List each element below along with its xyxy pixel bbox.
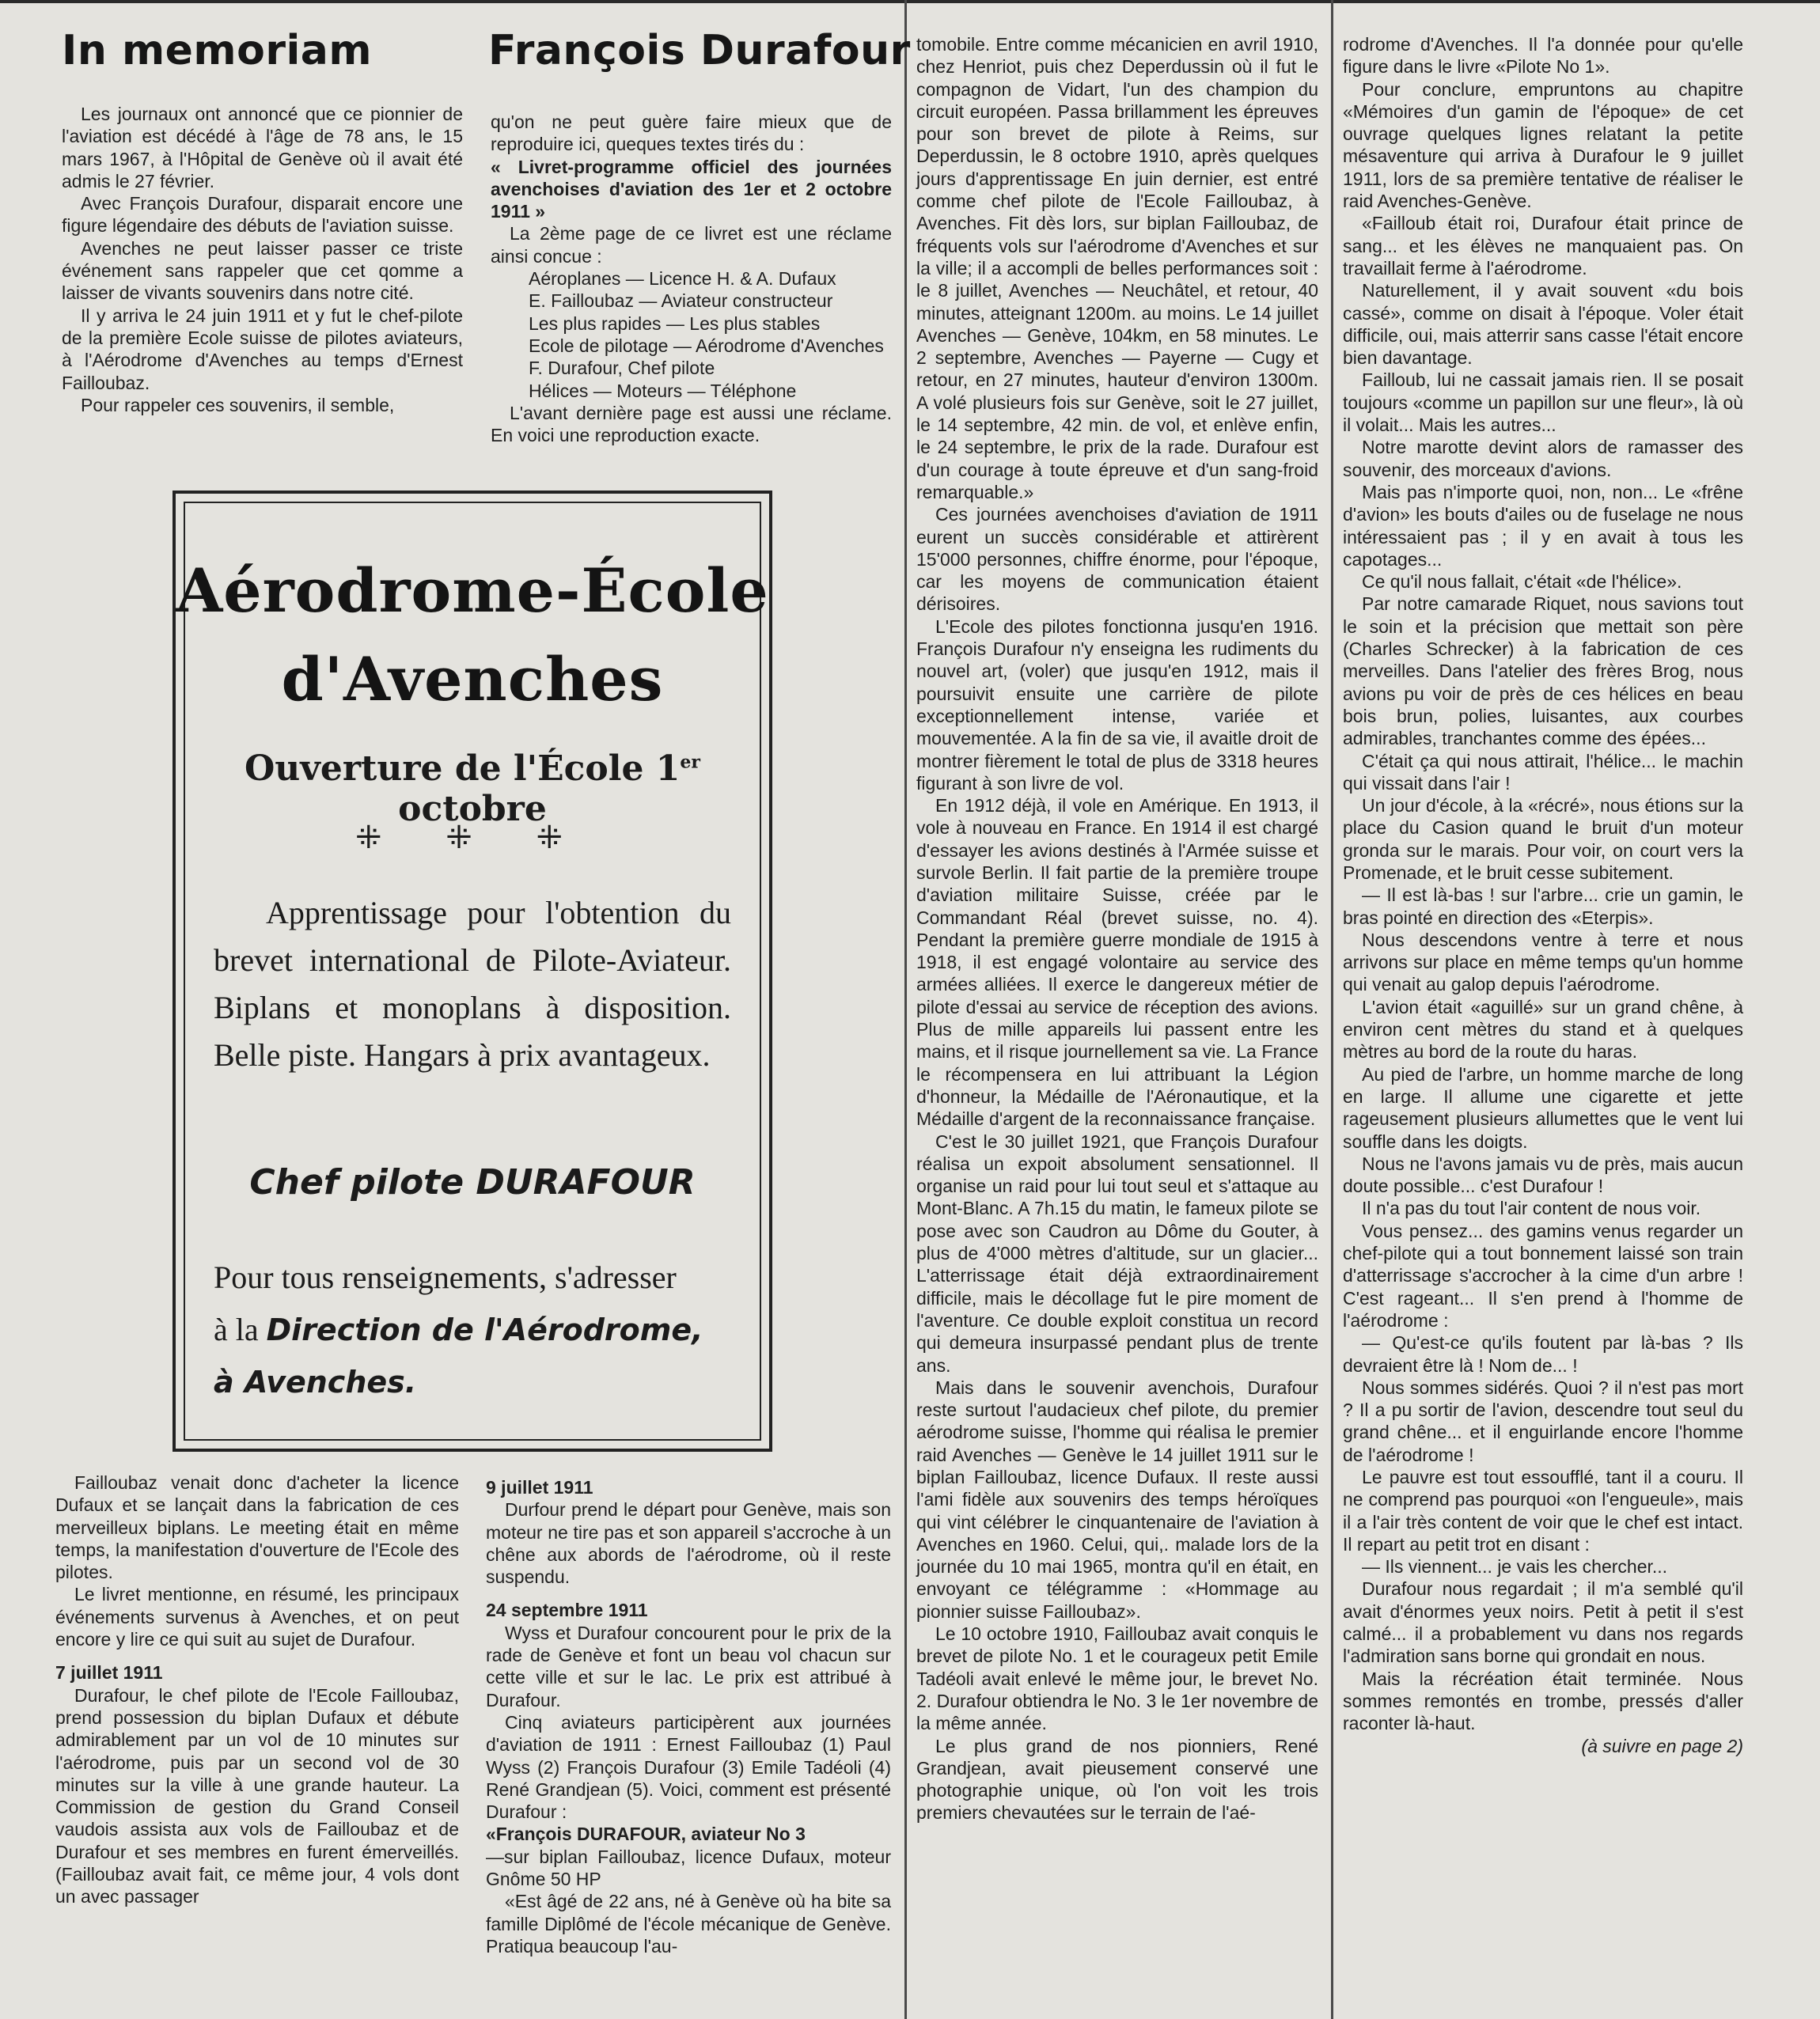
paragraph: Notre marotte devint alors de ramasser des souvenir, des morceaux d'avions. — [1343, 437, 1743, 480]
paragraph: Pour conclure, empruntons au chapitre «Mémoires d'un gamin de l'époque» de cet ouvrage quelques lignes relatant la petite mésaventure qui arriva à Durafour le 9 juillet 1911, lors de sa première tentative de réaliser le raid Avenches-Genève. — [1343, 78, 1743, 212]
paragraph: Nous sommes sidérés. Quoi ? il n'est pas mort ? Il a pu sortir de l'avion, descendre tout seul du grand chêne... et il enguirlande encore l'homme de l'aérodrome ! — [1343, 1377, 1743, 1465]
paragraph: C'était ça qui nous attirait, l'hélice... le machin qui vissait dans l'air ! — [1343, 750, 1743, 794]
paragraph: L'avion était «aguillé» sur un grand chêne, à environ cent mètres du stand et à quelques mètres au bord de la route du haras. — [1343, 996, 1743, 1063]
paragraph: L'avant dernière page est aussi une réclame. En voici une reproduction exacte. — [491, 402, 892, 446]
column-4 — [1343, 33, 1743, 1757]
paragraph: Il n'a pas du tout l'air content de nous voir. — [1362, 1198, 1701, 1219]
list-item: Aéroplanes — Licence H. & A. Dufaux — [529, 268, 836, 290]
livret-title: « Livret-programme officiel des journées avenchoises d'aviation des 1er et 2 octobre 1911 » — [491, 156, 892, 222]
advertisement-box — [173, 491, 772, 1452]
paragraph: Au pied de l'arbre, un homme marche de long en large. Il allume une cigarette et jette rageusement plusieurs allumettes que le vent lui souffle dans les doigts. — [1343, 1063, 1743, 1152]
paragraph: Ces journées avenchoises d'aviation de 1911 eurent un succès considérable et attirèrent 15'000 personnes, chiffre énorme, pour l'époque, car les moyens de communication étaient dérisoires. — [916, 504, 1318, 615]
column-rule — [1331, 0, 1333, 2019]
column-2-bottom — [486, 1476, 891, 1957]
paragraph: Durafour nous regardait ; il m'a semblé qu'il avait d'énormes yeux noirs. Petit à petit il s'est calmé... il a probablement vu dans nos regards l'admiration sans borne qui grondait en nous. — [1343, 1578, 1743, 1667]
paragraph: Mais pas n'importe quoi, non, non... Le «frêne d'avion» les bouts d'ailes ou de fuselage ne nous intéressaient pas ; il y en avait à tous les capotages... — [1343, 481, 1743, 570]
paragraph: Durfour prend le départ pour Genève, mais son moteur ne tire pas et son appareil s'accroche à un chêne aux abords de l'aérodrome, où il reste suspendu. — [486, 1499, 891, 1588]
headline-in-memoriam: In memoriam — [62, 27, 373, 74]
list-item: E. Failloubaz — Aviateur constructeur — [529, 290, 833, 312]
paragraph: L'Ecole des pilotes fonctionna jusqu'en 1916. François Durafour n'y enseigna les rudiments du nouvel art, (voler) que jusqu'en 1912, mais il poursuivit ensuite une carrière de pilote exceptionnellement intense, variée et mouvementée. A la fin de sa vie, il avaitle droit de montrer fièrement le total de plus de 3318 heures figurant à son livre de vol. — [916, 616, 1318, 794]
paragraph: Mais la récréation était terminée. Nous sommes remontés en trombe, pressés d'aller raconter là-haut. — [1343, 1668, 1743, 1734]
date-heading: 7 juillet 1911 — [55, 1662, 163, 1684]
paragraph: Ce qu'il nous fallait, c'était «de l'hélice». — [1362, 571, 1682, 593]
paragraph: Les journaux ont annoncé que ce pionnier de l'aviation est décédé à l'âge de 78 ans, le 15 mars 1967, à l'Hôpital de Genève où il avait été admis le 27 février. — [62, 104, 463, 191]
paragraph: — Il est là-bas ! sur l'arbre... crie un gamin, le bras pointé en direction des «Eterpis». — [1343, 884, 1743, 928]
paragraph: «Est âgé de 22 ans, né à Genève où ha bite sa famille Diplômé de l'école mécanique de Genève. Pratiqua beaucoup l'au- — [486, 1891, 891, 1956]
headline-francois-durafour: François Durafour — [488, 27, 911, 74]
column-rule — [904, 0, 907, 2019]
paragraph: Pour rappeler ces souvenirs, il semble, — [81, 394, 395, 415]
column-3 — [916, 33, 1318, 1824]
paragraph: Il y arriva le 24 juin 1911 et y fut le chef-pilote de la première Ecole suisse de pilotes aviateurs, à l'Aérodrome d'Avenches au temps d'Ernest Failloubaz. — [62, 305, 463, 393]
paragraph: En 1912 déjà, il vole en Amérique. En 1913, il vole à nouveau en France. En 1914 il est chargé d'essayer les avions destinés à l'Armée suisse et survole Berlin. Il fait partie de la première troupe d'aviation militaire Suisse, créée par le Commandant Réal (brevet suisse, no. 4). Pendant la première guerre mondiale de 1915 à 1918, il est engagé volontaire au service des armées alliées. Il exerce le dangereux métier de pilote d'essai au service de réception des avions. Plus de mille appareils lui passent entre les mains, et il risque journellement sa vie. La France le récompensera en lui attribuant la Légion d'honneur, la Médaille de l'Aéronautique, et la Médaille d'argent de la reconnaissance française. — [916, 795, 1318, 1130]
column-2-top — [491, 111, 892, 446]
paragraph: Wyss et Durafour concourent pour le prix de la rade de Genève et font un beau vol chacun sur cette ville et sur le lac. Le prix est attribué à Durafour. — [486, 1622, 891, 1710]
ad-body: Apprentissage pour l'obtention du brevet international de Pilote-Aviateur. Biplans et monoplans à disposition. Belle piste. Hangars à prix avantageux. — [214, 895, 731, 1073]
paragraph: Le plus grand de nos pionniers, René Grandjean, avait pieusement conservé une photographie unique, où l'on voit les trois premiers chevautées sur le terrain de l'aé- — [916, 1735, 1318, 1824]
paragraph: Naturellement, il y avait souvent «du bois cassé», comme on disait à l'époque. Voler était difficile, oui, mais atterrir sans casse l'était encore bien davantage. — [1343, 280, 1743, 369]
paragraph: Avenches ne peut laisser passer ce triste événement sans rappeler que cet qomme a laisser de vivants souvenirs dans notre cité. — [62, 237, 463, 304]
paragraph: Un jour d'école, à la «récré», nous étions sur la place du Casion quand le bruit d'un moteur gronda sur le marais. Pour voir, on court vers la Promenade, et le bruit cesse subitement. — [1343, 795, 1743, 883]
paragraph: Le livret mentionne, en résumé, les principaux événements survenus à Avenches, et on peut encore y lire ce qui suit au sujet de Durafour. — [55, 1584, 459, 1650]
list-item: F. Durafour, Chef pilote — [529, 358, 715, 379]
ad-subtitle: Ouverture de l'École 1er octobre — [244, 748, 701, 829]
paragraph: qu'on ne peut guère faire mieux que de reproduire ici, queques textes tirés du : — [491, 112, 892, 155]
paragraph: Par notre camarade Riquet, nous savions tout le soin et la précision que mettait son père (Charles Schrecker) à la fabrication de ces merveilles. Dans l'atelier des frères Brog, nous avions pu voir de près de ces hélices en beau bois brun, polies, luisantes, aux courbes admirables, tranchantes comme des épées... — [1343, 593, 1743, 749]
date-heading: 9 juillet 1911 — [486, 1477, 593, 1498]
ornament-icon: ⁜ ⁜ ⁜ — [355, 820, 590, 856]
continuation-note: (à suivre en page 2) — [1581, 1735, 1743, 1756]
ad-title: Aérodrome-École — [176, 555, 769, 626]
paragraph: — Qu'est-ce qu'ils foutent par là-bas ? Ils devraient être là ! Nom de... ! — [1343, 1332, 1743, 1376]
paragraph: Nous ne l'avons jamais vu de près, mais aucun doute possible... c'est Durafour ! — [1343, 1153, 1743, 1197]
paragraph: La 2ème page de ce livret est une réclame ainsi concue : — [491, 223, 892, 267]
column-1-top — [62, 103, 463, 416]
list-item: Hélices — Moteurs — Téléphone — [529, 380, 797, 401]
top-rule — [0, 0, 1820, 3]
paragraph: Le 10 octobre 1910, Failloubaz avait conquis le brevet de pilote No. 1 et le courageux petit Emile Tadéoli avait enlevé le même jour, le brevet No. 2. Durafour obtiendra le No. 3 le 1er novembre de la même année. — [916, 1623, 1318, 1734]
paragraph: — Ils viennent... je vais les chercher... — [1362, 1556, 1668, 1578]
paragraph: Failloubaz venait donc d'acheter la licence Dufaux et se lançait dans la fabrication de ces merveilleux biplans. Le meeting était en même temps, la manifestation d'ouverture de l'Ecole des pilotes. — [55, 1472, 459, 1583]
paragraph: tomobile. Entre comme mécanicien en avril 1910, chez Henriot, puis chez Deperdussin où il fut le compagnon de Vidart, l'un des champion du circuit européen. Passa brillamment les épreuves pour son brevet de pilote à Reims, sur Deperdussin, le 8 octobre 1910, après quelques jours d'apprentissage En juin dernier, est entré comme chef pilote de l'Ecole Failloubaz, à Avenches. Fit dès lors, sur biplan Failloubaz, de fréquents vols sur l'aérodrome d'Avenches et sur la ville; il a accompli de belles performances soit : le 8 juillet, Avenches — Neuchâtel, et retour, 40 minutes, atteignant 1200m. au moins. Le 14 juillet Avenches — Genève, 104km, en 58 minutes. Le 2 septembre, Avenches — Payerne — Cugy et retour, en 27 minutes, hauteur d'environ 1300m. A volé plusieurs fois sur Genève, soit le 27 juillet, le 14 septembre, 42 min. de vol, et enlève enfin, le 24 septembre, le prix de la rade. Durafour est d'un courage à toute épreuve et d'un sang-froid remarquable.» — [916, 34, 1318, 502]
list-item: Les plus rapides — Les plus stables — [529, 313, 821, 334]
date-heading: 24 septembre 1911 — [486, 1600, 648, 1621]
paragraph: rodrome d'Avenches. Il l'a donnée pour qu'elle figure dans le livre «Pilote No 1». — [1343, 34, 1743, 78]
paragraph: Cinq aviateurs participèrent aux journées d'aviation de 1911 : Ernest Failloubaz (1) Paul Wyss (2) François Durafour (3) Emile Tadéoli (4) René Grandjean (5). Voici, comment est présenté Durafour : — [486, 1711, 891, 1823]
ad-title: d'Avenches — [281, 644, 664, 714]
paragraph: Failloub, lui ne cassait jamais rien. Il se posait toujours «comme un papillon sur une fleur», là où il volait... Mais les autres... — [1343, 369, 1743, 436]
list-item: Ecole de pilotage — Aérodrome d'Avenches — [529, 335, 884, 356]
paragraph: Le pauvre est tout essoufflé, tant il a couru. Il ne comprend pas pourquoi «on l'engueule», mais il a l'air très content de voir que le chef est intact. Il repart au petit trot en disant : — [1343, 1467, 1743, 1555]
paragraph: C'est le 30 juillet 1921, que François Durafour réalisa un expoit absolument sensationnel. Il organise un raid pour lui tout seul et s'attaque au Mont-Blanc. A 7h.15 du matin, le fameux pilote se pose avec son Caudron au Dôme du Gouter, à plus de 4'000 mètres d'altitude, sur un glacier... L'atterrissage était déjà extraordinairement difficile, mais le décollage fut le pire moment de l'aventure. Ce double exploit constitua un record qui demeura insurpassé pendant plus de trente ans. — [916, 1131, 1318, 1376]
paragraph: —sur biplan Failloubaz, licence Dufaux, moteur Gnôme 50 HP — [486, 1846, 891, 1890]
paragraph: Mais dans le souvenir avenchois, Durafour reste surtout l'audacieux chef pilote, du premier aérodrome suisse, l'homme qui réalisa le premier raid Avenches — Genève le 14 juillet 1911 sur le biplan Failloubaz, licence Dufaux. Il reste aussi l'ami fidèle aux souvenirs des temps héroïques qui vint célébrer le cinquantenaire de l'aviation à Avenches en 1960. Celui, qui,. malade lors de la journée du 10 mai 1965, montra qu'il en était, en envoyant ce télégramme : «Hommage au pionnier suisse Failloubaz». — [916, 1377, 1318, 1622]
paragraph: Nous descendons ventre à terre et nous arrivons sur place en même temps qu'un homme qui venait au galop depuis l'aérodrome. — [1343, 929, 1743, 995]
aviator-heading: «François DURAFOUR, aviateur No 3 — [486, 1824, 806, 1845]
ad-contact: Pour tous renseignements, s'adresser à la Direction de l'Aérodrome, à Avenches. — [214, 1260, 703, 1400]
paragraph: Vous pensez... des gamins venus regarder un chef-pilote qui a tout bonnement laissé son train d'atterrissage s'accrocher à la cime d'un arbre ! C'est rageant... Il s'en prend à l'homme de l'aérodrome : — [1343, 1220, 1743, 1331]
paragraph: Durafour, le chef pilote de l'Ecole Failloubaz, prend possession du biplan Dufaux et débute admirablement par un vol de 10 minutes sur l'aérodrome, puis par un second vol de 30 minutes sur la ville à une grande hauteur. La Commission de gestion du Grand Conseil vaudois assista aux vols de Failloubaz et de Durafour et ses membres en furent émerveillés. (Failloubaz avait fait, ce même jour, 4 vols dont un avec passager — [55, 1684, 459, 1907]
column-1-bottom — [55, 1472, 459, 1908]
paragraph: «Failloub était roi, Durafour était prince de sang... et les élèves ne manquaient pas. On travaillait ferme à l'aérodrome. — [1343, 213, 1743, 278]
ad-chef-pilote: Chef pilote DURAFOUR — [249, 1162, 696, 1203]
paragraph: Avec François Durafour, disparait encore une figure légendaire des débuts de l'aviation suisse. — [62, 193, 463, 237]
